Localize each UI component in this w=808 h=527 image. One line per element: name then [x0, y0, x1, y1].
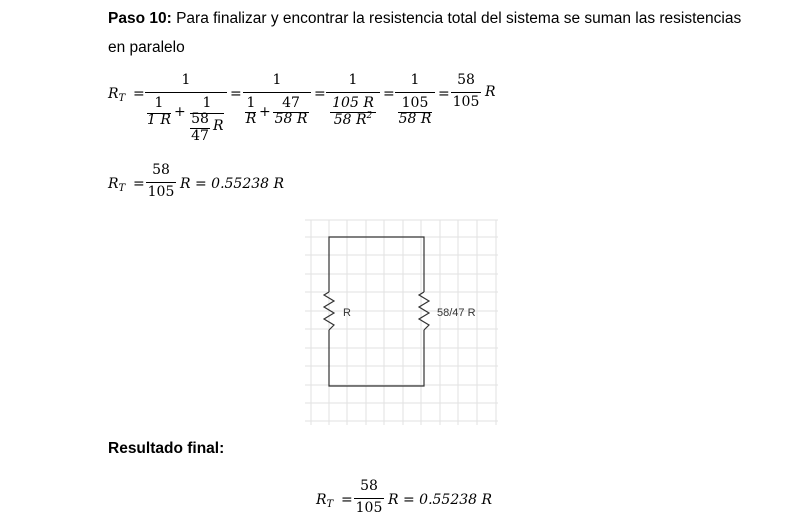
f1-a-den: 1 R: [147, 112, 171, 128]
equals-sign: =: [341, 492, 353, 508]
f1-b-R: R: [213, 118, 224, 134]
f1-a-num: 1: [154, 95, 164, 111]
f3-den-num: 105 R: [332, 95, 374, 111]
top-wire: [329, 237, 424, 292]
f1-b-num: 1: [202, 95, 212, 111]
step-text: Para finalizar y encontrar la resistencia total del sistema se suman las resistencias en paralelo: [108, 10, 742, 56]
final-numerator: 58: [360, 478, 378, 494]
bottom-wire: [329, 330, 424, 386]
f4-den-num: 105: [401, 95, 429, 111]
f2-numerator: 1: [272, 72, 282, 88]
rt-symbol: $R_T$: [316, 492, 334, 510]
f5-R: R: [485, 84, 496, 100]
rt-symbol: $R_T$: [108, 176, 126, 194]
final-value: R = 0.55238 R: [388, 492, 493, 508]
result-value: R = 0.55238 R: [180, 176, 285, 192]
f1-b-inner-num: 58: [191, 111, 209, 127]
f2-b-num: 47: [282, 95, 300, 111]
f2-plus: +: [259, 104, 271, 120]
final-heading: Resultado final:: [108, 440, 225, 457]
equals-sign: =: [133, 86, 145, 102]
f5-numerator: 58: [457, 72, 475, 88]
result-numerator: 58: [152, 162, 170, 178]
step-label: Paso 10:: [108, 10, 172, 27]
f5-denominator: 105: [452, 94, 480, 110]
result-denominator: 105: [147, 184, 175, 200]
r2-label: 58/47 R: [437, 307, 476, 319]
f3-den-den: 58 $R^2$: [333, 111, 373, 128]
f4-den-den: 58 R: [398, 111, 432, 127]
rt-symbol: $R_T$: [108, 86, 126, 104]
equals-sign: =: [438, 86, 450, 102]
f1-numerator: 1: [181, 72, 191, 88]
f2-b-den: 58 R: [274, 111, 308, 127]
equals-sign: =: [383, 86, 395, 102]
f4-numerator: 1: [410, 72, 420, 88]
equals-sign: =: [314, 86, 326, 102]
r1-label: R: [343, 307, 351, 319]
f2-a-den: R: [245, 111, 257, 127]
final-bar: [354, 498, 384, 499]
f2-a-num: 1: [246, 95, 256, 111]
final-denominator: 105: [355, 500, 383, 516]
f1-plus: +: [174, 104, 186, 120]
equals-sign: =: [133, 176, 145, 192]
grid: [305, 220, 498, 425]
f3-numerator: 1: [348, 72, 358, 88]
equals-sign: =: [230, 86, 242, 102]
f1-b-inner-den: 47: [191, 128, 209, 144]
